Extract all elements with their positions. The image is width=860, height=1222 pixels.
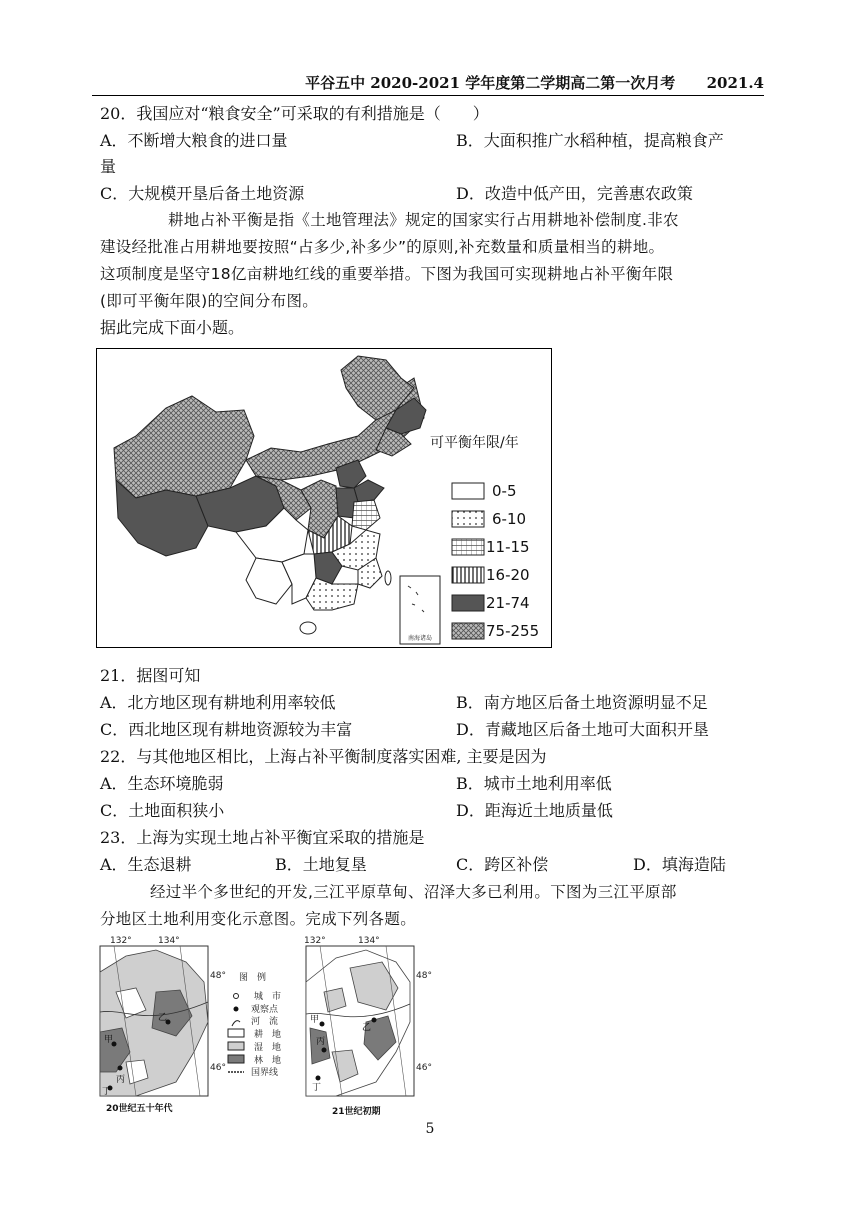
map1950-lat1: 48° [210,971,226,981]
legend-wetland: 湿 地 [254,1043,282,1053]
map1950-point-yi: 乙 [158,1013,168,1023]
q20-option-a: A．不断增大粮食的进口量 [100,131,288,150]
q22-option-a: A．生态环境脆弱 [100,774,224,793]
page-number: 5 [425,1121,435,1137]
map2000-point-jia: 甲 [310,1015,320,1025]
map2000-point-ding: 丁 [312,1083,322,1093]
passage1-line-2: 建设经批准占用耕地要按照“占多少,补多少”的原则,补充数量和质量相当的耕地。 [100,238,665,256]
q22-stem: 22．与其他地区相比，上海占补平衡制度落实困难, 主要是因为 [100,747,547,766]
passage1-line-1: 耕地占补平衡是指《土地管理法》规定的国家实行占用耕地补偿制度.非农 [168,211,679,229]
q22-option-c: C．土地面积狭小 [100,801,225,820]
sanjiang-land-use-map [96,932,440,1122]
map2000-lon1: 132° [304,936,326,946]
map-panel-1950s [100,936,226,1114]
legend-swatch-6-10 [452,511,484,527]
legend-observation-point: 观察点 [251,1005,279,1015]
legend-swatch-0-5 [452,483,484,499]
passage2-line-1: 经过半个多世纪的开发,三江平原草甸、沼泽大多已利用。下图为三江平原部 [150,883,677,901]
south-china-sea-inset [400,576,440,644]
region-hainan [300,622,316,634]
header-rule [92,95,764,96]
q21-option-c: C．西北地区现有耕地资源较为丰富 [100,720,353,739]
map2000-lat1: 48° [416,971,432,981]
map1950-lon2: 134° [158,936,180,946]
inset-label: 南海诸岛 [407,635,433,642]
legend-label-0-5: 0-5 [492,482,517,500]
legend-swatch-21-74 [452,595,484,611]
map1950-point-bing: 丙 [116,1075,126,1085]
map1950-caption: 20世纪五十年代 [106,1104,173,1114]
map2-legend [228,971,281,1078]
map1950-point-jia: 甲 [104,1035,114,1045]
map2000-lon2: 134° [358,936,380,946]
legend-forest: 林 地 [254,1056,282,1066]
map1950-lat2: 46° [210,1063,226,1073]
q23-stem: 23．上海为实现土地占补平衡宜采取的措施是 [100,828,425,847]
q22-option-d: D．距海近土地质量低 [456,801,613,820]
legend-label-11-15: 11-15 [486,538,530,556]
q22-option-b: B．城市土地利用率低 [456,774,612,793]
q21-option-a: A．北方地区现有耕地利用率较低 [100,693,336,712]
q21-option-b: B．南方地区后备土地资源明显不足 [456,693,708,712]
map2000-lat2: 46° [416,1063,432,1073]
q20-option-b: B．大面积推广水稻种植，提高粮食产 [456,131,724,150]
map1950-point-ding: 丁 [102,1087,112,1097]
q20-option-b-wrap: 量 [100,157,117,176]
map-legend-title: 可平衡年限/年 [430,435,519,451]
region-taiwan [385,571,391,585]
legend-label-16-20: 16-20 [486,566,530,584]
legend-label-21-74: 21-74 [486,594,530,612]
q23-option-c: C．跨区补偿 [456,855,549,874]
map1950-lon1: 132° [110,936,132,946]
legend-cropland: 耕 地 [254,1030,282,1040]
q23-option-b: B．土地复垦 [275,855,367,874]
map2000-point-yi: 乙 [362,1023,372,1033]
header-title: 平谷五中 2020-2021 学年度第二学期高二第一次月考 [305,74,676,92]
legend-swatch-75-255 [452,623,484,639]
q23-option-a: A．生态退耕 [100,855,192,874]
legend-label-6-10: 6-10 [492,510,527,528]
legend-river: 河 流 [251,1017,279,1027]
passage2-line-2: 分地区土地利用变化示意图。完成下列各题。 [100,910,417,928]
map2000-point-bing: 丙 [316,1037,326,1047]
q20-option-d: D．改造中低产田，完善惠农政策 [456,184,693,203]
legend-border: 国界线 [251,1068,279,1078]
q23-option-d: D．填海造陆 [633,855,726,874]
passage1-line-3: 这项制度是坚守18亿亩耕地红线的重要举措。下图为我国可实现耕地占补平衡年限 [100,265,674,283]
passage1-instruction: 据此完成下面小题。 [100,318,245,337]
q21-option-d: D．青藏地区后备土地可大面积开垦 [456,720,709,739]
q21-stem: 21．据图可知 [100,666,201,685]
passage1-line-4: (即可平衡年限)的空间分布图。 [100,292,319,310]
map-panel-2000s [304,936,432,1117]
map2-legend-title: 图 例 [239,973,267,983]
q20-stem: 20．我国应对“粮食安全”可采取的有利措施是（ ） [100,104,489,123]
map2000-caption: 21世纪初期 [332,1107,381,1117]
page-header [92,72,768,93]
q20-option-c: C．大规模开垦后备土地资源 [100,184,305,203]
header-date: 2021.4 [706,74,764,92]
legend-label-75-255: 75-255 [486,622,540,640]
legend-swatch-11-15 [452,539,484,555]
balance-years-map [96,348,552,648]
legend-swatch-16-20 [452,567,484,583]
legend-city: 城 市 [254,992,282,1002]
